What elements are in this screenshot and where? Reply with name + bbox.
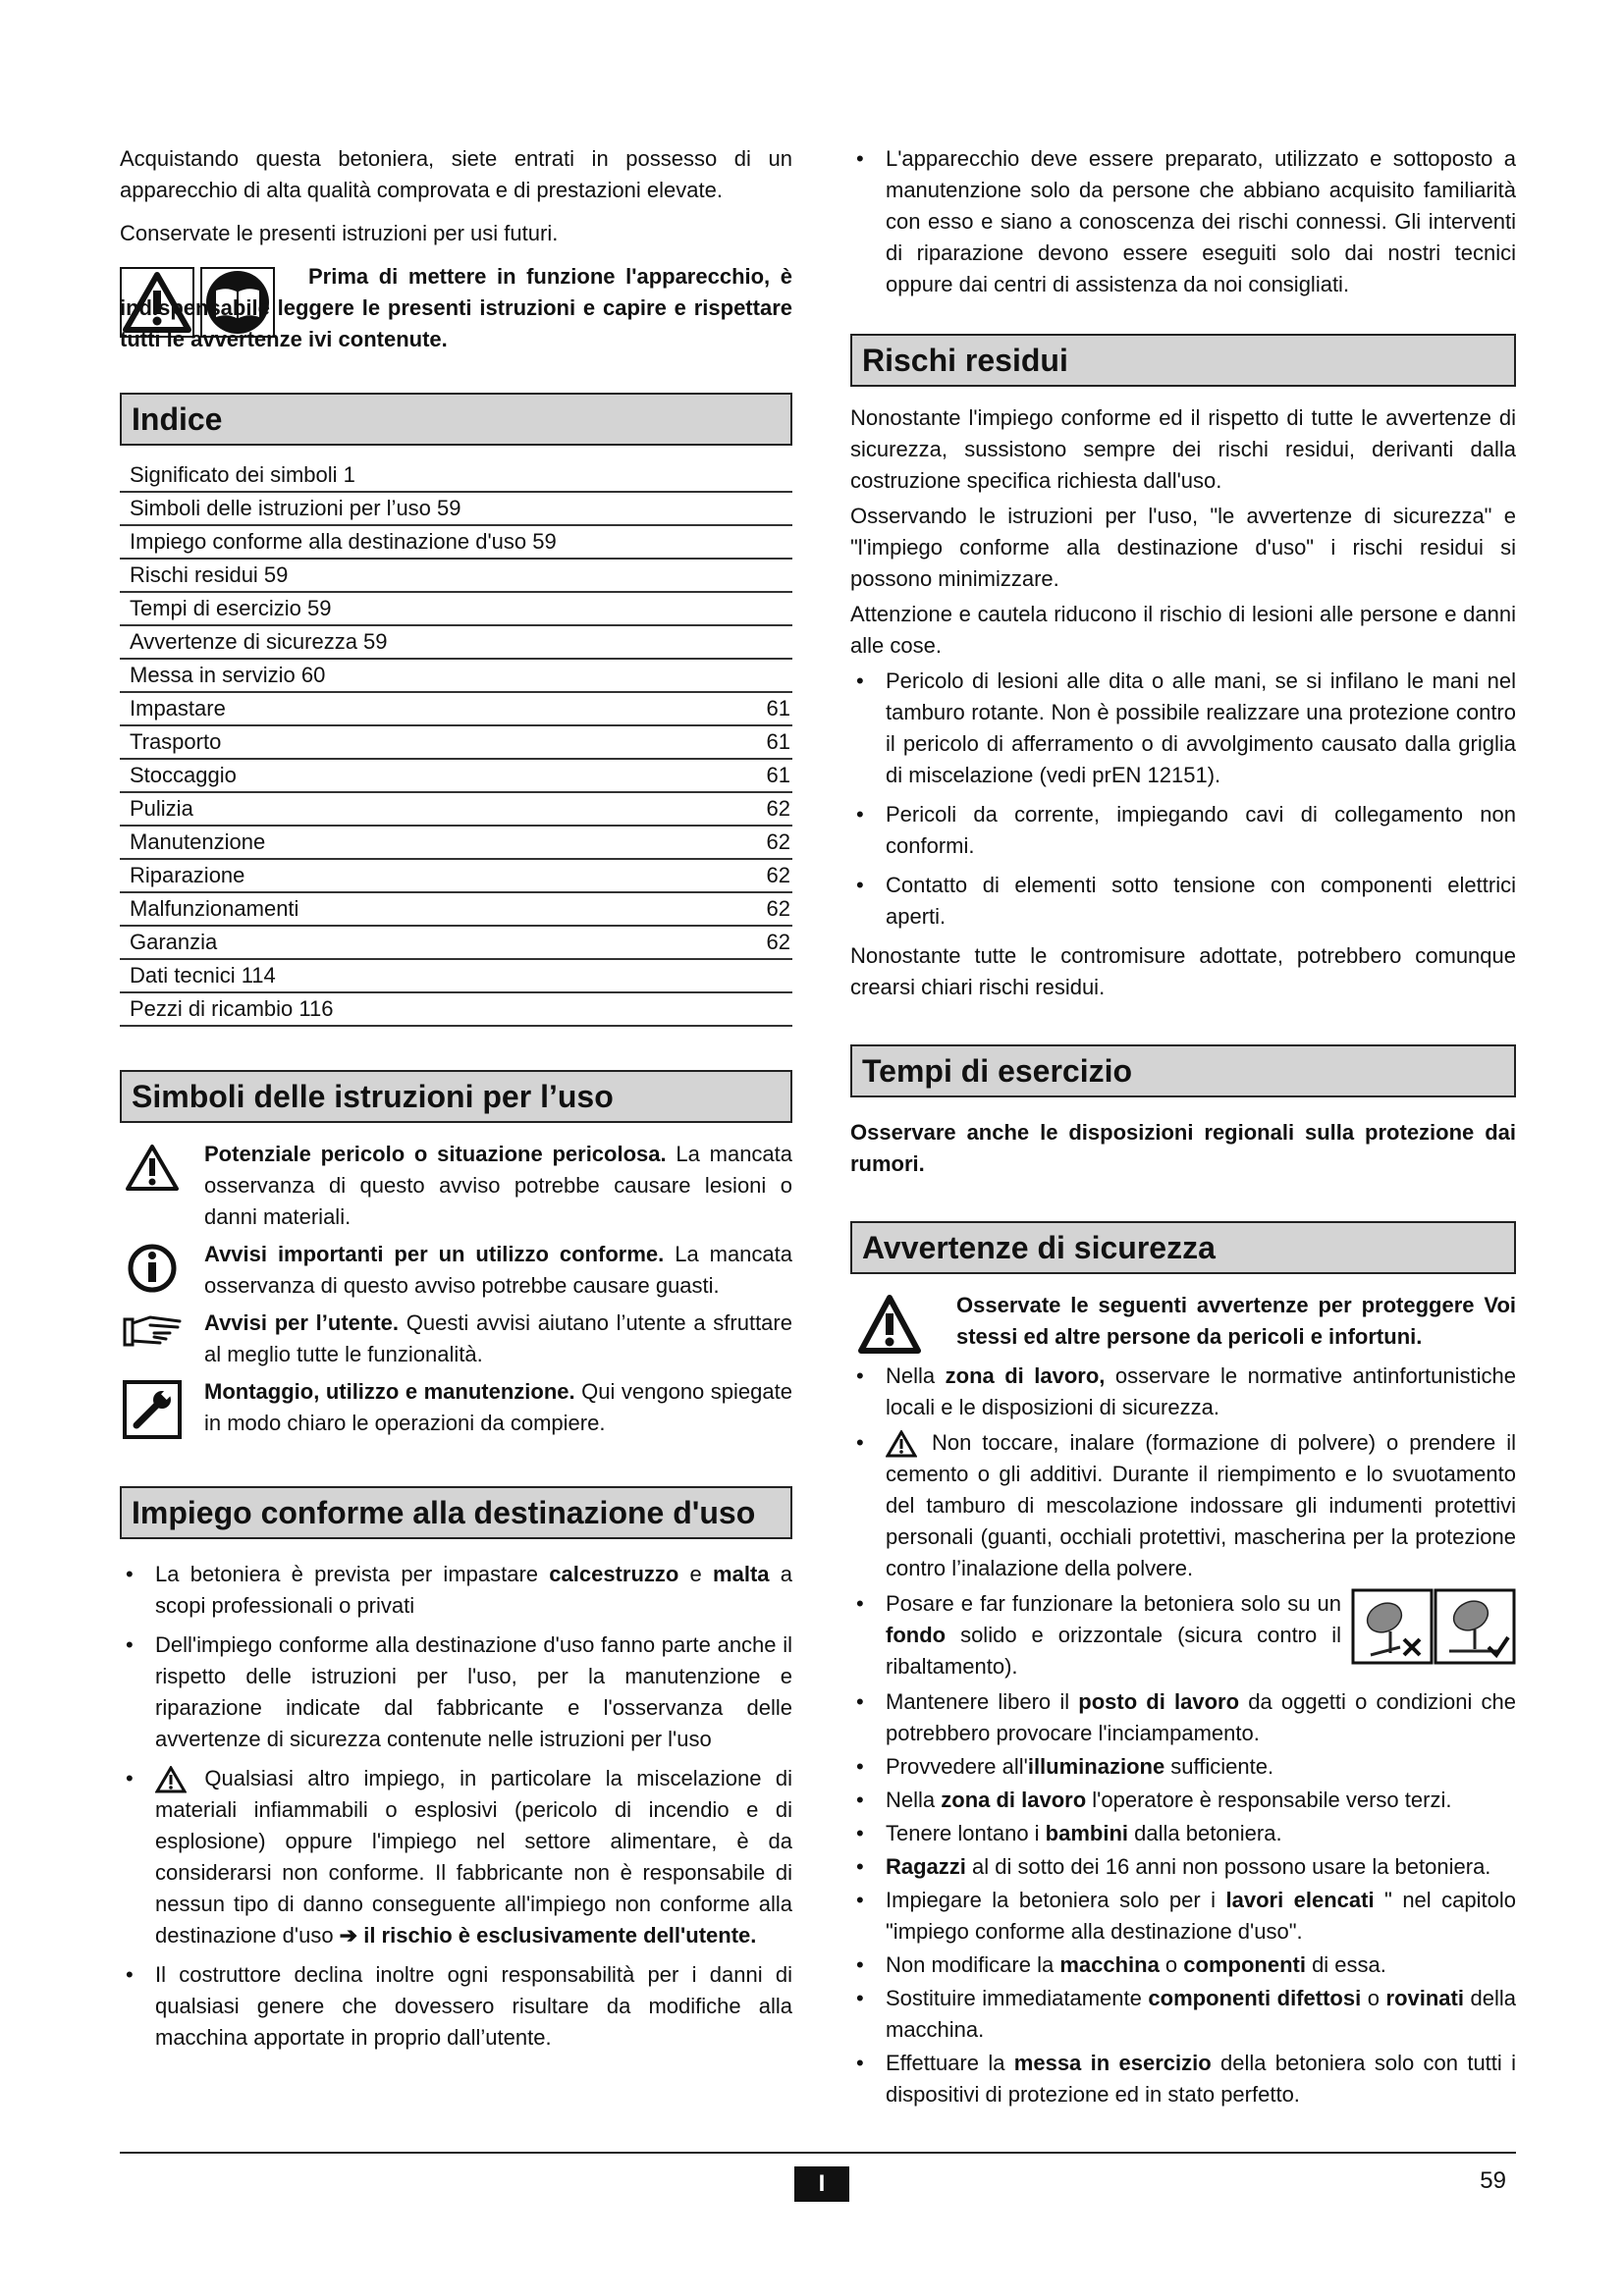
top-list (850, 143, 1516, 300)
intro-paragraph: Acquistando questa betoniera, siete entrati in possesso di un apparecchio di alta qualità comprovata e di prestazioni elevate. (120, 146, 792, 202)
section-header-impiego: Impiego conforme alla destinazione d'uso (120, 1486, 792, 1539)
rischi-paragraph-1: Nonostante l'impiego conforme ed il rispetto di tutte le avvertenze di sicurezza, sussistono sempre dei rischi residui, derivanti dalla costruzione specifica richiesta dall'uso. (850, 405, 1516, 493)
toc-row (120, 827, 792, 860)
toc-page: 62 (766, 896, 790, 921)
symbol-maintenance-title: Montaggio, utilizzo e manutenzione. (204, 1379, 575, 1404)
table-of-contents (120, 459, 792, 1027)
toc-label: Stoccaggio (130, 763, 237, 787)
toc-page: 62 (766, 930, 790, 954)
toc-label: Trasporto (130, 729, 222, 754)
toc-row (120, 526, 792, 560)
toc-label: Manutenzione (130, 829, 266, 854)
toc-row (120, 860, 792, 893)
toc-page: 61 (766, 696, 790, 721)
toc-label: Messa in servizio 60 (130, 663, 326, 687)
toc-row (120, 793, 792, 827)
toc-row (120, 560, 792, 593)
toc-page: 62 (766, 796, 790, 821)
list-item: • Effettuare la messa in esercizio della betoniera solo con tutti i dispositivi di protezione ed in stato perfetto. (850, 2048, 1516, 2110)
symbol-user-tip (120, 1308, 792, 1370)
toc-label: Tempi di esercizio 59 (130, 596, 332, 620)
toc-label: Avvertenze di sicurezza 59 (130, 629, 388, 654)
toc-page: 61 (766, 729, 790, 754)
intro-warning-text: Prima di mettere in funzione l'apparecchio, è indispensabile leggere le presenti istruzioni e capire e rispettare tutti le avvertenze ivi contenute. (120, 264, 792, 351)
toc-label: Pezzi di ricambio 116 (130, 996, 334, 1021)
warning-triangle-icon (155, 1766, 187, 1793)
toc-row (120, 660, 792, 693)
rischi-list (850, 666, 1516, 933)
list-item: • Nella zona di lavoro, osservare le normative antinfortunistiche locali e le disposizioni di sicurezza. (850, 1361, 1516, 1423)
list-item: • La betoniera è prevista per impastare calcestruzzo e malta a scopi professionali o privati (120, 1559, 792, 1622)
warning-triangle-icon (125, 1143, 180, 1192)
list-item: • Posare e far funzionare la betoniera solo su un fondo solido e orizzontale (sicura contro il ribaltamento). (850, 1588, 1516, 1682)
toc-page: 62 (766, 863, 790, 887)
symbol-important-title: Avvisi importanti per un utilizzo conforme. (204, 1242, 665, 1266)
toc-label: Malfunzionamenti (130, 896, 299, 921)
list-item: • Mantenere libero il posto di lavoro da oggetti o condizioni che potrebbero provocare l'inciampamento. (850, 1686, 1516, 1749)
symbol-important (120, 1239, 792, 1302)
symbol-user-tip-text: Questi avvisi aiutano l’utente a sfruttare al meglio tutte le funzionalità. (204, 1310, 792, 1366)
section-header-rischi: Rischi residui (850, 334, 1516, 387)
section-header-avvertenze: Avvertenze di sicurezza (850, 1221, 1516, 1274)
mixer-placement-icon (1351, 1588, 1516, 1665)
rischi-paragraph-3: Attenzione e cautela riducono il rischio di lesioni alle persone e danni alle cose. (850, 602, 1516, 658)
toc-row (120, 927, 792, 960)
toc-label: Rischi residui 59 (130, 562, 289, 587)
list-item: • Impiegare la betoniera solo per i lavori elencati " nel capitolo "impiego conforme alla destinazione d'uso". (850, 1885, 1516, 1948)
impiego-list (120, 1559, 792, 2054)
toc-row (120, 726, 792, 760)
toc-row (120, 960, 792, 993)
avvertenze-list (850, 1361, 1516, 2110)
list-item: • Pericolo di lesioni alle dita o alle mani, se si infilano le mani nel tamburo rotante. Non è possibile realizzare una protezione contro il pericolo di afferramento o di avvolgimento causato dalla griglia di miscelazione (vedi prEN 12151). (850, 666, 1516, 791)
list-item: • Nella zona di lavoro l'operatore è responsabile verso terzi. (850, 1785, 1516, 1816)
warning-triangle-icon (886, 1430, 917, 1458)
footer-divider (120, 2152, 1516, 2154)
section-header-tempi: Tempi di esercizio (850, 1044, 1516, 1097)
list-item: • Dell'impiego conforme alla destinazione d'uso fanno parte anche il rispetto delle istruzioni per l'uso, per la manutenzione e riparazione indicate dal fabbricante e l'osservanza delle avvertenze di sicurezza contenute nelle istruzioni per l'uso (120, 1629, 792, 1755)
list-item: • Contatto di elementi sotto tensione con componenti elettrici aperti. (850, 870, 1516, 933)
avvertenze-warning-text: Osservate le seguenti avvertenze per proteggere Voi stessi ed altre persone da pericoli e infortuni. (956, 1293, 1516, 1349)
symbol-danger (120, 1139, 792, 1233)
symbol-danger-text: La mancata osservanza di questo avviso potrebbe causare lesioni o danni materiali. (204, 1142, 793, 1229)
toc-page: 61 (766, 763, 790, 787)
tempi-text: Osservare anche le disposizioni regionali sulla protezione dai rumori. (850, 1120, 1516, 1176)
toc-page: 62 (766, 829, 790, 854)
symbol-danger-title: Potenziale pericolo o situazione pericolosa. (204, 1142, 667, 1166)
section-header-simboli: Simboli delle istruzioni per l’uso (120, 1070, 792, 1123)
symbol-maintenance-text: Qui vengono spiegate in modo chiaro le operazioni da compiere. (204, 1379, 792, 1435)
pointing-hand-icon (121, 1311, 184, 1351)
symbol-important-text: La mancata osservanza di questo avviso potrebbe causare guasti. (204, 1242, 792, 1298)
toc-label: Significato dei simboli 1 (130, 462, 355, 487)
toc-row (120, 493, 792, 526)
toc-label: Garanzia (130, 930, 218, 954)
list-item: • Non modificare la macchina o componenti di essa. (850, 1949, 1516, 1981)
list-item: • Pericoli da corrente, impiegando cavi di collegamento non conformi. (850, 799, 1516, 862)
rischi-paragraph-4: Nonostante tutte le contromisure adottate, potrebbero comunque crearsi chiari rischi residui. (850, 943, 1516, 999)
right-column (850, 143, 1516, 2112)
toc-label: Impiego conforme alla destinazione d'uso 59 (130, 529, 557, 554)
left-column (120, 143, 792, 2061)
toc-row (120, 459, 792, 493)
info-circle-icon (127, 1243, 178, 1294)
toc-row (120, 593, 792, 626)
list-item: • Sostituire immediatamente componenti difettosi o rovinati della macchina. (850, 1983, 1516, 2046)
toc-row (120, 626, 792, 660)
section-header-indice: Indice (120, 393, 792, 446)
list-item: • Tenere lontano i bambini dalla betoniera. (850, 1818, 1516, 1849)
warning-triangle-icon (857, 1294, 922, 1355)
list-item: • Il costruttore declina inoltre ogni responsabilità per i danni di qualsiasi genere che dovessero risultare da modifiche alla macchina apportate in proprio dall’utente. (120, 1959, 792, 2054)
symbol-maintenance (120, 1376, 792, 1439)
toc-label: Dati tecnici 114 (130, 963, 276, 988)
wrench-icon (123, 1380, 182, 1439)
toc-label: Riparazione (130, 863, 245, 887)
rischi-paragraph-2: Osservando le istruzioni per l'uso, "le avvertenze di sicurezza" e "l'impiego conforme alla destinazione d'uso" i rischi residui si possono minimizzare. (850, 504, 1516, 591)
avvertenze-warning (850, 1290, 1516, 1355)
page-number: 59 (1480, 2167, 1506, 2194)
toc-label: Simboli delle istruzioni per l’uso 59 (130, 496, 461, 520)
toc-row (120, 693, 792, 726)
toc-row (120, 993, 792, 1027)
list-item: • L'apparecchio deve essere preparato, utilizzato e sottoposto a manutenzione solo da persone che abbiano acquisito familiarità con esso e siano a conoscenza dei rischi connessi. Gli interventi di riparazione devono essere eseguiti solo dai nostri tecnici oppure dai centri di assistenza da noi consigliati. (850, 143, 1516, 300)
symbol-user-tip-title: Avvisi per l’utente. (204, 1310, 400, 1335)
list-item: • Qualsiasi altro impiego, in particolare la miscelazione di materiali infiammabili o esplosivi (pericolo di incendio e di esplosione) oppure l'impiego nel settore alimentare, è da considerarsi non conforme. Il fabbricante non è responsabile di nessun tipo di danno conseguente all'impiego non conforme alla destinazione d'uso ➔ il rischio è esclusivamente dell'utente. (120, 1763, 792, 1951)
intro-keep-instructions: Conservate le presenti istruzioni per usi futuri. (120, 221, 559, 245)
toc-row (120, 893, 792, 927)
list-item: • Ragazzi al di sotto dei 16 anni non possono usare la betoniera. (850, 1851, 1516, 1883)
list-item: • Non toccare, inalare (formazione di polvere) o prendere il cemento o gli additivi. Durante il riempimento e lo svuotamento del tamburo di mescolazione indossare gli indumenti protettivi personali (guanti, occhiali protettivi, mascherina per la protezione contro l’inalazione della polvere. (850, 1427, 1516, 1584)
language-badge: I (794, 2166, 849, 2202)
toc-label: Pulizia (130, 796, 193, 821)
list-item: • Provvedere all'illuminazione sufficiente. (850, 1751, 1516, 1783)
toc-row (120, 760, 792, 793)
toc-label: Impastare (130, 696, 226, 721)
